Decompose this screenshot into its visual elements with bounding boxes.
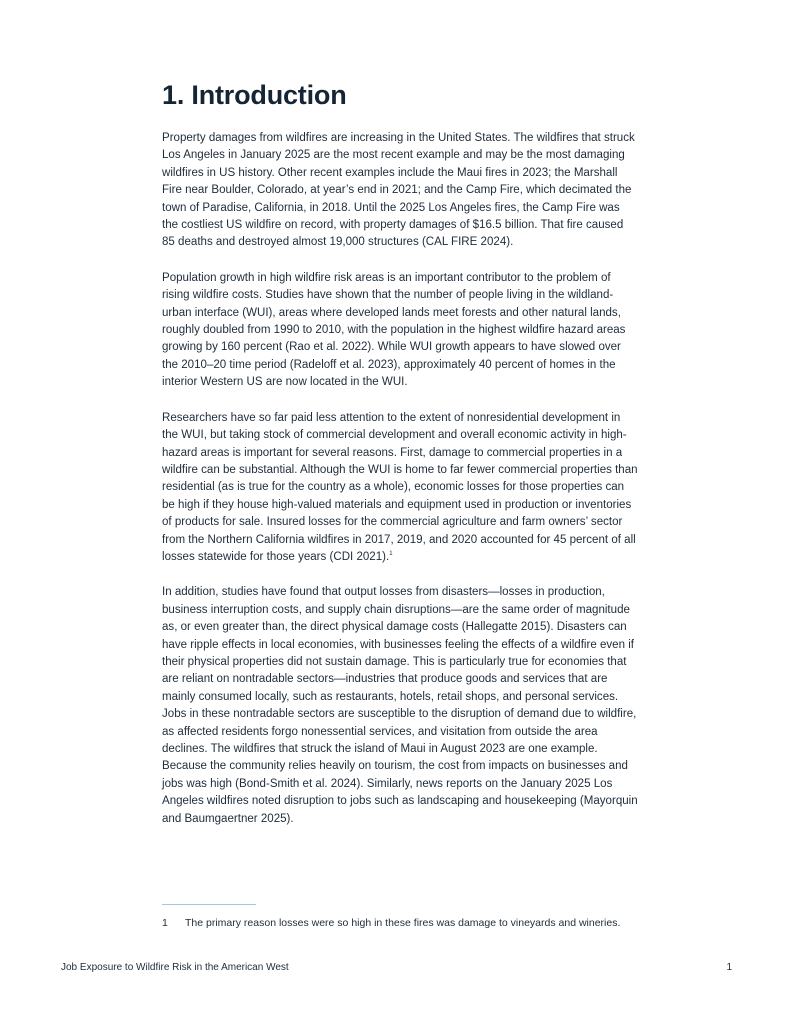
body-text [162, 130, 638, 846]
footnote-number: 1 [162, 917, 168, 929]
footnote-text: The primary reason losses were so high in these fires was damage to vineyards and wineries. [185, 917, 621, 929]
paragraph-4: In addition, studies have found that output losses from disasters—losses in production, business interruption costs, and supply chain disruptions—are the same order of magnitude as, or even greater than, the direct physical damage costs (Hallegatte 2015). Disasters can have ripple effects in local economies, with businesses feeling the effects of a wildfire even if their physical properties did not sustain damage. This is particularly true for economies that are reliant on nontradable sectors—industries that produce goods and services that are mainly consumed locally, such as restaurants, hotels, retail shops, and personal services. Jobs in these nontradable sectors are susceptible to the disruption of demand due to wildfire, as affected residents forgo nonessential services, and visitation from outside the area declines. The wildfires that struck the island of Maui in August 2023 are one example. Because the community relies heavily on tourism, the cost from impacts on businesses and jobs was high (Bond-Smith et al. 2024). Similarly, news reports on the January 2025 Los Angeles wildfires noted disruption to jobs such as landscaping and housekeeping (Mayorquin and Baumgaertner 2025). [162, 586, 638, 825]
paragraph-3 [162, 410, 638, 567]
footnote [162, 916, 628, 932]
footnote-reference[interactable]: 1 [389, 551, 393, 558]
section-heading: 1. Introduction [162, 80, 347, 110]
footer-document-title: Job Exposure to Wildfire Risk in the American West [61, 962, 289, 973]
footnote-divider [162, 904, 256, 905]
paragraph-3-text: Researchers have so far paid less attention to the extent of nonresidential development in the WUI, but taking stock of commercial development and overall economic activity in high-hazard areas is important for several reasons. First, damage to commercial properties in a wildfire can be substantial. Although the WUI is home to far fewer commercial properties than residential (as is true for the country as a whole), economic losses for those properties can be high if they house high-valued materials and equipment used in production or inventories of products for sale. Insured losses for the commercial agriculture and farm owners’ sector from the Northern California wildfires in 2017, 2019, and 2020 accounted for 45 percent of all losses statewide for those years (CDI 2021). [162, 411, 638, 563]
footer-page-number: 1 [726, 962, 732, 973]
paragraph-1: Property damages from wildfires are increasing in the United States. The wildfires that struck Los Angeles in January 2025 are the most recent example and may be the most damaging wildfires in US history. Other recent examples include the Maui fires in 2023; the Marshall Fire near Boulder, Colorado, at year’s end in 2021; and the Camp Fire, which decimated the town of Paradise, California, in 2018. Until the 2025 Los Angeles fires, the Camp Fire was the costliest US wildfire on record, with property damages of $16.5 billion. That fire caused 85 deaths and destroyed almost 19,000 structures (CAL FIRE 2024). [162, 132, 635, 249]
paragraph-2: Population growth in high wildfire risk areas is an important contributor to the problem of rising wildfire costs. Studies have shown that the number of people living in the wildland-urban interface (WUI), areas where developed lands meet forests and other natural lands, roughly doubled from 1990 to 2010, with the population in the highest wildfire hazard areas growing by 160 percent (Rao et al. 2022). While WUI growth appears to have slowed over the 2010–20 time period (Radeloff et al. 2023), approximately 40 percent of homes in the interior Western US are now located in the WUI. [162, 271, 626, 389]
